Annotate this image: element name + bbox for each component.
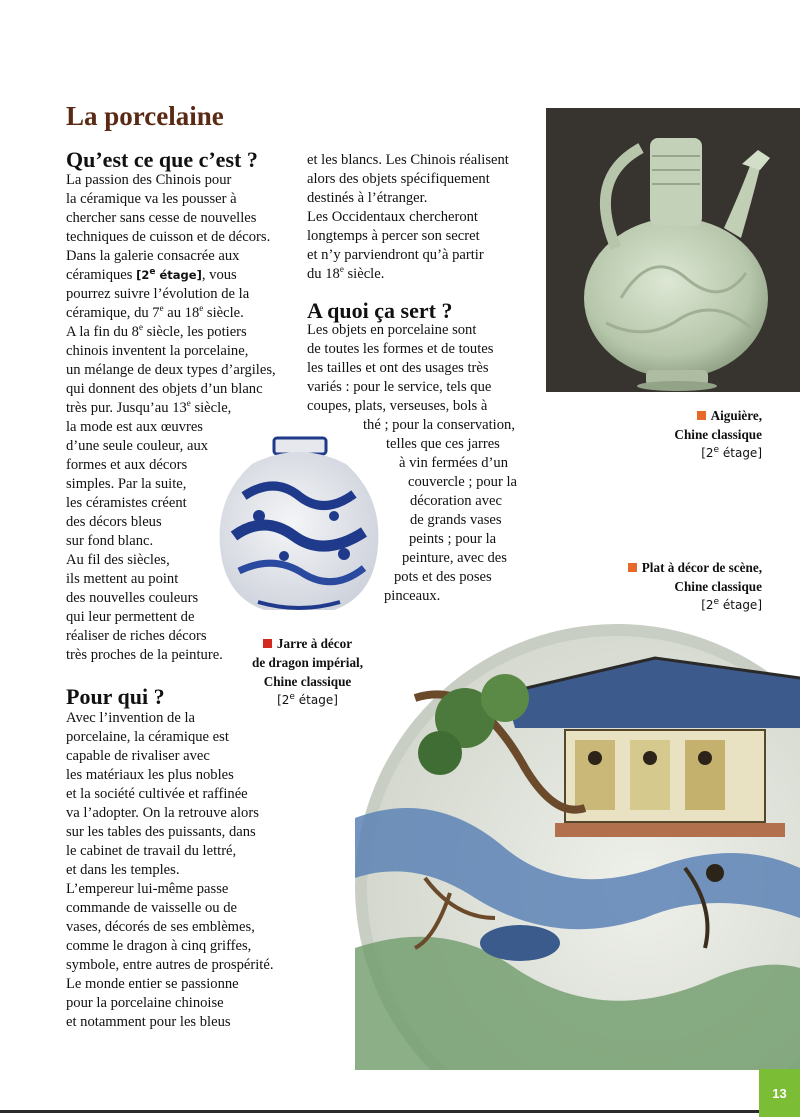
jar-illustration	[214, 436, 384, 618]
text-line: la céramique va les pousser à	[66, 191, 237, 207]
bottom-rule	[0, 1110, 759, 1113]
caption-aiguiere-line1: Aiguière,	[710, 408, 762, 423]
caption-jarre-line3: Chine classique	[263, 674, 352, 689]
jarre-photo	[214, 436, 384, 618]
text-line: symbole, entre autres de prospérité.	[66, 957, 274, 973]
text-line: chercher sans cesse de nouvelles	[66, 210, 257, 226]
text-line: et dans les temples.	[66, 862, 180, 878]
text-line: d’une seule couleur, aux	[66, 438, 209, 454]
text-line: des décors bleus	[66, 514, 162, 530]
text-line: à vin fermées d’un	[399, 455, 509, 471]
text-line: de grands vases	[410, 512, 502, 528]
caption-marker-icon	[697, 411, 706, 420]
caption-aiguiere	[674, 406, 762, 463]
text-line: et la société cultivée et raffinée	[66, 786, 248, 802]
text-line: Les Occidentaux chercheront	[307, 209, 478, 225]
text-line: céramique, du 7e au 18e siècle.	[66, 303, 244, 321]
text-line: qui donnent des objets d’un blanc	[66, 381, 263, 397]
text-line: capable de rivaliser avec	[66, 748, 210, 764]
caption-plat-line2: Chine classique	[674, 579, 762, 594]
text-line: pots et des poses	[394, 569, 492, 585]
text-line: le cabinet de travail du lettré,	[66, 843, 237, 859]
text-who	[66, 709, 273, 1032]
aiguiere-photo	[546, 108, 800, 392]
page-number: 13	[759, 1069, 800, 1117]
text-line: La passion des Chinois pour	[66, 172, 232, 188]
text-line: pinceaux.	[384, 588, 441, 604]
caption-aiguiere-etage: [2e étage]	[701, 445, 762, 460]
text-line: A la fin du 8e siècle, les potiers	[66, 322, 247, 340]
text-line: Avec l’invention de la	[66, 710, 195, 726]
text-line: et n’y parviendront qu’à partir	[307, 247, 484, 263]
caption-aiguiere-line2: Chine classique	[674, 427, 762, 442]
page-title: La porcelaine	[66, 101, 224, 131]
caption-jarre-etage: [2e étage]	[277, 692, 338, 707]
caption-marker-icon	[263, 639, 272, 648]
text-line: longtemps à percer son secret	[307, 228, 480, 244]
text-line: sur fond blanc.	[66, 533, 154, 549]
text-line: très proches de la peinture.	[66, 647, 223, 663]
text-line: ils mettent au point	[66, 571, 179, 587]
text-line: qui leur permettent de	[66, 609, 195, 625]
text-line: les céramistes créent	[66, 495, 187, 511]
text-line: porcelaine, la céramique est	[66, 729, 229, 745]
text-line: un mélange de deux types d’argiles,	[66, 362, 276, 378]
text-line: céramiques [2e étage], vous	[66, 267, 237, 283]
text-line: peints ; pour la	[409, 531, 497, 547]
text-line: la mode est aux œuvres	[66, 419, 203, 435]
text-line: pour la porcelaine chinoise	[66, 995, 224, 1011]
text-line: très pur. Jusqu’au 13e siècle,	[66, 398, 232, 416]
text-line: variés : pour le service, tels que	[307, 379, 492, 395]
caption-plat-line1: Plat à décor de scène,	[641, 560, 762, 575]
text-line: décoration avec	[410, 493, 502, 509]
ewer-illustration	[546, 108, 800, 392]
text-line: techniques de cuisson et de décors.	[66, 229, 271, 245]
text-what-col2	[307, 151, 509, 284]
caption-marker-icon	[628, 563, 637, 572]
text-line: va l’adopter. On la retrouve alors	[66, 805, 259, 821]
text-line: de toutes les formes et de toutes	[307, 341, 494, 357]
text-line: réaliser de riches décors	[66, 628, 207, 644]
text-line: du 18e siècle.	[307, 264, 385, 282]
text-line: comme le dragon à cinq griffes,	[66, 938, 252, 954]
text-line: couvercle ; pour la	[408, 474, 517, 490]
text-line: les tailles et ont des usages très	[307, 360, 489, 376]
text-line: commande de vaisselle ou de	[66, 900, 238, 916]
text-line: coupes, plats, verseuses, bols à	[307, 398, 488, 414]
text-line: peinture, avec des	[402, 550, 507, 566]
text-line: sur les tables des puissants, dans	[66, 824, 256, 840]
heading-use: A quoi ça sert ?	[307, 298, 453, 323]
text-line: L’empereur lui-même passe	[66, 881, 229, 897]
plate-illustration	[355, 618, 800, 1070]
text-line: pourrez suivre l’évolution de la	[66, 286, 250, 302]
plat-photo	[355, 618, 800, 1070]
text-line: Le monde entier se passionne	[66, 976, 239, 992]
text-line: les matériaux les plus nobles	[66, 767, 234, 783]
text-line: destinés à l’étranger.	[307, 190, 428, 206]
text-line: Au fil des siècles,	[66, 552, 170, 568]
text-line: et notamment pour les bleus	[66, 1014, 231, 1030]
text-line: thé ; pour la conservation,	[363, 417, 515, 433]
heading-what: Qu’est ce que c’est ?	[66, 147, 258, 172]
text-line: et les blancs. Les Chinois réalisent	[307, 152, 509, 168]
text-line: vases, décorés de ses emblèmes,	[66, 919, 255, 935]
caption-plat	[628, 558, 762, 615]
caption-plat-etage: [2e étage]	[701, 597, 762, 612]
text-line: alors des objets spécifiquement	[307, 171, 490, 187]
text-line: Dans la galerie consacrée aux	[66, 248, 240, 264]
heading-who: Pour qui ?	[66, 684, 165, 709]
text-line: telles que ces jarres	[386, 436, 500, 452]
text-line: formes et aux décors	[66, 457, 188, 473]
text-line: des nouvelles couleurs	[66, 590, 199, 606]
text-line: simples. Par la suite,	[66, 476, 187, 492]
text-line: chinois inventent la porcelaine,	[66, 343, 249, 359]
caption-jarre-line2: de dragon impérial,	[252, 655, 363, 670]
text-line: Les objets en porcelaine sont	[307, 322, 477, 338]
caption-jarre-line1: Jarre à décor	[276, 636, 353, 651]
